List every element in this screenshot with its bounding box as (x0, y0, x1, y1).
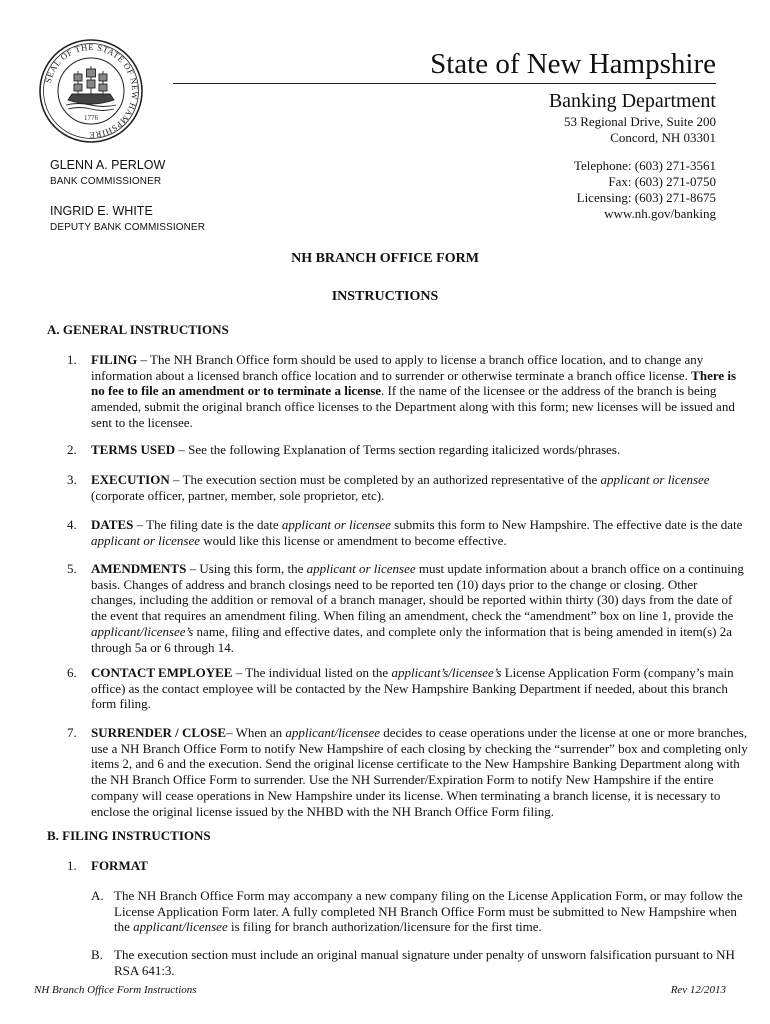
text-line: amended, submit the original branch office licenses to the Department along with this form; new licenses will be issued and (91, 399, 735, 415)
text-line: applicant or licensee would like this license or amendment to become effective. (91, 532, 507, 548)
state-seal-logo (38, 38, 144, 144)
sub-item-a (114, 888, 743, 935)
ship-icon (66, 66, 116, 111)
sub-item-letter: B. (91, 947, 103, 962)
text-line: the NH Branch Office Form to surrender. Use the NH Surrender/Expiration Form to notify New Hampshire if the entire (91, 772, 714, 788)
text-line: The execution section must include an original manual signature under penalty of unsworn falsification pursuant to NH (114, 947, 735, 962)
item-number: 1. (67, 352, 77, 367)
item-number: 5. (67, 561, 77, 576)
section-a-heading: A. GENERAL INSTRUCTIONS (47, 322, 229, 337)
text-line: FILING – The NH Branch Office form should be used to apply to license a branch office location, and to change any (91, 352, 704, 367)
text-line: DATES – The filing date is the date applicant or licensee submits this form to New Hampshire. The effective date is the date (91, 517, 743, 532)
sub-item-letter: A. (91, 888, 104, 903)
website-link[interactable]: www.nh.gov/banking (604, 206, 716, 221)
text-line: applicant/licensee’s name, filing and effective dates, and complete only the information that is being amended in item(s) 2a (91, 623, 733, 639)
item-number: 7. (67, 725, 77, 740)
department-name: Banking Department (548, 90, 716, 112)
telephone: Telephone: (603) 271-3561 (573, 158, 716, 173)
text-line: items 2, and 6 and the execution. Send the original license certificate to the New Hampshire Banking Department along with (91, 756, 740, 772)
item-number: 3. (67, 472, 77, 487)
item-terms-used (91, 442, 730, 458)
text-line: use a NH Branch Office Form to notify New Hampshire of each closing by checking the “surrender” box and completing only (91, 740, 748, 756)
item-number: 2. (67, 442, 77, 457)
text-line: basis. Changes of address and branch closings need to be reported ten (10) days prior to the change or closing. Other (91, 576, 698, 592)
text-line: TERMS USED – See the following Explanation of Terms section regarding italicized words/phrases. (91, 442, 621, 457)
commissioner-title: BANK COMMISSIONER (50, 176, 162, 187)
item-surrender-close (91, 725, 748, 819)
text-line: EXECUTION – The execution section must be completed by an authorized representative of the applicant or licensee (91, 472, 710, 487)
text-line: SURRENDER / CLOSE– When an applicant/licensee decides to cease operations under the license at one or more branches, (91, 725, 748, 740)
licensing-phone: Licensing: (603) 271-8675 (576, 190, 716, 205)
seal-year: 1776 (84, 114, 98, 122)
section-b-heading: B. FILING INSTRUCTIONS (47, 828, 211, 843)
sub-item-b (114, 947, 735, 978)
format-heading: FORMAT (91, 858, 148, 873)
text-line: sent to the licensee. (91, 414, 193, 430)
fax: Fax: (603) 271-0750 (608, 174, 716, 189)
text-line: information about a licensed branch office location and to surrender or otherwise terminate a branch office license. There is (91, 367, 737, 383)
text-line: no fee to file an amendment or to terminate a license. If the name of the licensee or the address of the branch is being (91, 383, 717, 399)
text-line: (corporate officer, partner, member, sole proprietor, etc). (91, 487, 385, 503)
text-line: office) as the contact employee will be contacted by the New Hampshire Banking Department if needed, about this branch (91, 680, 728, 696)
text-line: RSA 641:3. (114, 962, 175, 978)
deputy-name: INGRID E. WHITE (50, 204, 153, 218)
text-line: AMENDMENTS – Using this form, the applicant or licensee must update information about a branch office on a continuing (91, 561, 744, 576)
text-line: through 5a or 6 through 14. (91, 639, 234, 655)
commissioner-name: GLENN A. PERLOW (50, 158, 166, 172)
text-line: the event that requires an amendment filing. When filing an amendment, check the “amendment” box on line 1, provide the (91, 608, 734, 624)
text-line: changes, including the addition or removal of a branch manager, should be reported within thirty (30) days from the date of (91, 592, 733, 608)
text-line: form filing. (91, 696, 151, 712)
item-number: 4. (67, 517, 77, 532)
item-number: 6. (67, 665, 77, 680)
item-filing (91, 352, 737, 431)
svg-text:SEAL OF THE STATE OF NEW HAMPS (43, 42, 140, 140)
footer-doc-name: NH Branch Office Form Instructions (34, 984, 197, 996)
text-line: License Application Form later. A fully completed NH Branch Office Form must be submitted to New Hampshire when (114, 903, 737, 919)
item-execution (91, 472, 730, 503)
form-title: NH BRANCH OFFICE FORM (291, 251, 479, 266)
title-divider (173, 83, 716, 84)
text-line: The NH Branch Office Form may accompany a new company filing on the License Application Form, or may follow the (114, 888, 743, 903)
text-line: the applicant/licensee is filing for branch authorization/licensure for the first time. (114, 919, 542, 935)
seal-ring-text: SEAL OF THE STATE OF NEW HAMPSHIRE (42, 41, 141, 141)
item-dates (91, 517, 743, 548)
item-contact-employee (91, 665, 734, 712)
address-line-1: 53 Regional Drive, Suite 200 (563, 114, 716, 129)
text-line: CONTACT EMPLOYEE – The individual listed on the applicant’s/licensee’s License Application Form (company’s main (91, 665, 734, 680)
item-number: 1. (67, 858, 77, 873)
instructions-title: INSTRUCTIONS (331, 289, 439, 304)
text-line: enclose the original license issued by the NHBD with the NH Branch Office Form filing. (91, 803, 554, 819)
address-line-2: Concord, NH 03301 (610, 130, 716, 145)
state-title: State of New Hampshire (430, 48, 716, 80)
deputy-title: DEPUTY BANK COMMISSIONER (50, 222, 206, 233)
item-amendments (91, 561, 744, 655)
footer-revision: Rev 12/2013 (670, 984, 726, 996)
text-line: company will cease operations in New Hampshire under its license. When terminating a branch license, it is necessary to (91, 787, 721, 803)
